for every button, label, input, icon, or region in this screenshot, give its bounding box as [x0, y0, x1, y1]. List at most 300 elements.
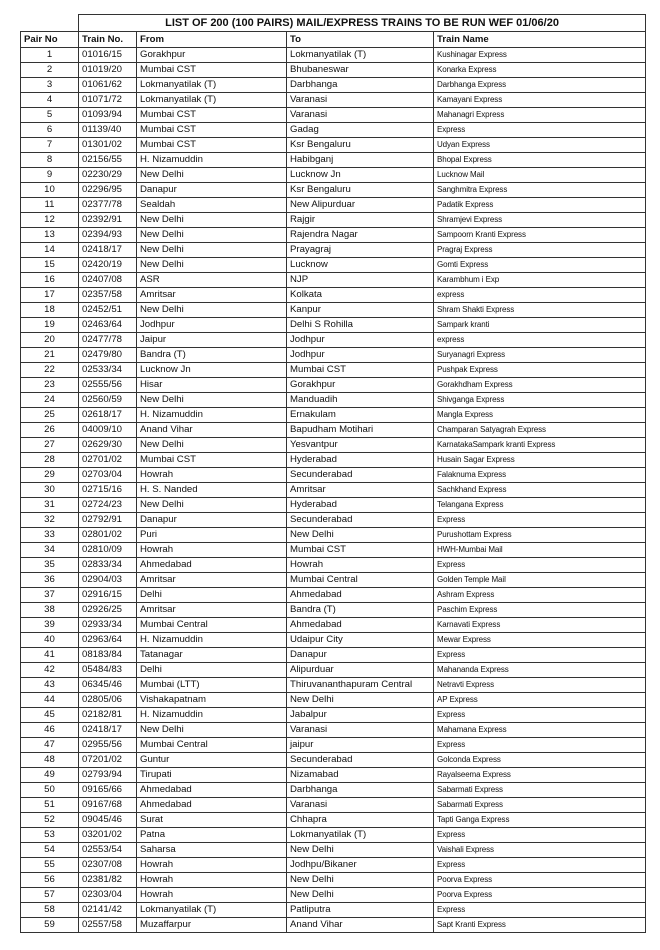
train-table	[20, 14, 646, 933]
table-row	[21, 663, 646, 678]
table-row	[21, 348, 646, 363]
table-row	[21, 618, 646, 633]
pair-no-cell: 4	[21, 93, 79, 108]
train-name-cell: Netravti Express	[434, 678, 646, 693]
pair-no-cell: 59	[21, 918, 79, 933]
to-cell: Danapur	[287, 648, 434, 663]
pair-no-cell: 22	[21, 363, 79, 378]
to-cell: Alipurduar	[287, 663, 434, 678]
to-cell: Anand Vihar	[287, 918, 434, 933]
table-row	[21, 873, 646, 888]
table-row	[21, 588, 646, 603]
pair-no-cell: 52	[21, 813, 79, 828]
header-to: To	[287, 32, 434, 48]
table-row	[21, 138, 646, 153]
train-name-cell: Champaran Satyagrah Express	[434, 423, 646, 438]
train-name-cell: Express	[434, 858, 646, 873]
pair-no-cell: 5	[21, 108, 79, 123]
train-name-cell: Express	[434, 558, 646, 573]
train-name-cell: AP Express	[434, 693, 646, 708]
to-cell: Bandra (T)	[287, 603, 434, 618]
train-name-cell: express	[434, 288, 646, 303]
pair-no-cell: 6	[21, 123, 79, 138]
train-name-cell: Pushpak Express	[434, 363, 646, 378]
train-no-cell: 02182/81	[79, 708, 137, 723]
to-cell: Ksr Bengaluru	[287, 138, 434, 153]
to-cell: Habibganj	[287, 153, 434, 168]
pair-no-cell: 7	[21, 138, 79, 153]
from-cell: Mumbai Central	[137, 618, 287, 633]
pair-no-cell: 13	[21, 228, 79, 243]
train-name-cell: Sachkhand Express	[434, 483, 646, 498]
train-name-cell: Gomti Express	[434, 258, 646, 273]
to-cell: Udaipur City	[287, 633, 434, 648]
to-cell: Chhapra	[287, 813, 434, 828]
pair-no-cell: 46	[21, 723, 79, 738]
train-name-cell: Sampoorn Kranti Express	[434, 228, 646, 243]
train-name-cell: Suryanagri Express	[434, 348, 646, 363]
train-name-cell: Sabarmati Express	[434, 798, 646, 813]
table-row	[21, 93, 646, 108]
train-no-cell: 02629/30	[79, 438, 137, 453]
train-name-cell: Tapti Ganga Express	[434, 813, 646, 828]
from-cell: Ahmedabad	[137, 798, 287, 813]
train-name-cell: Sampark kranti	[434, 318, 646, 333]
table-row	[21, 543, 646, 558]
to-cell: Amritsar	[287, 483, 434, 498]
train-no-cell: 02477/78	[79, 333, 137, 348]
train-no-cell: 02296/95	[79, 183, 137, 198]
train-name-cell: Express	[434, 708, 646, 723]
pair-no-cell: 33	[21, 528, 79, 543]
from-cell: New Delhi	[137, 258, 287, 273]
to-cell: Gorakhpur	[287, 378, 434, 393]
pair-no-cell: 56	[21, 873, 79, 888]
train-name-cell: Kushinagar Express	[434, 48, 646, 63]
pair-no-cell: 55	[21, 858, 79, 873]
from-cell: Lokmanyatilak (T)	[137, 903, 287, 918]
train-name-cell: Sanghmitra Express	[434, 183, 646, 198]
train-name-cell: Express	[434, 738, 646, 753]
pair-no-cell: 16	[21, 273, 79, 288]
train-name-cell: Pragraj Express	[434, 243, 646, 258]
from-cell: New Delhi	[137, 438, 287, 453]
from-cell: Amritsar	[137, 603, 287, 618]
pair-no-cell: 14	[21, 243, 79, 258]
train-name-cell: Purushottam Express	[434, 528, 646, 543]
train-no-cell: 02452/51	[79, 303, 137, 318]
pair-no-cell: 39	[21, 618, 79, 633]
pair-no-cell: 24	[21, 393, 79, 408]
table-row	[21, 843, 646, 858]
train-no-cell: 02793/94	[79, 768, 137, 783]
train-name-cell: Gorakhdham Express	[434, 378, 646, 393]
from-cell: Delhi	[137, 663, 287, 678]
pair-no-cell: 57	[21, 888, 79, 903]
from-cell: Mumbai Central	[137, 738, 287, 753]
table-row	[21, 63, 646, 78]
to-cell: Jodhpur	[287, 348, 434, 363]
to-cell: Jodhpur	[287, 333, 434, 348]
train-no-cell: 01071/72	[79, 93, 137, 108]
to-cell: Jodhpu/Bikaner	[287, 858, 434, 873]
to-cell: Bhubaneswar	[287, 63, 434, 78]
from-cell: Mumbai CST	[137, 123, 287, 138]
to-cell: Hyderabad	[287, 453, 434, 468]
pair-no-cell: 25	[21, 408, 79, 423]
to-cell: Lokmanyatilak (T)	[287, 48, 434, 63]
table-row	[21, 903, 646, 918]
table-row	[21, 213, 646, 228]
train-name-cell: Mangla Express	[434, 408, 646, 423]
page-title: LIST OF 200 (100 PAIRS) MAIL/EXPRESS TRAINS TO BE RUN WEF 01/06/20	[79, 15, 646, 32]
pair-no-cell: 8	[21, 153, 79, 168]
table-row	[21, 123, 646, 138]
to-cell: Mumbai Central	[287, 573, 434, 588]
train-no-cell: 02418/17	[79, 243, 137, 258]
to-cell: NJP	[287, 273, 434, 288]
to-cell: Ahmedabad	[287, 588, 434, 603]
train-name-cell: express	[434, 333, 646, 348]
to-cell: Mumbai CST	[287, 543, 434, 558]
pair-no-cell: 48	[21, 753, 79, 768]
train-no-cell: 02420/19	[79, 258, 137, 273]
train-no-cell: 02303/04	[79, 888, 137, 903]
from-cell: Jaipur	[137, 333, 287, 348]
table-row	[21, 153, 646, 168]
pair-no-cell: 43	[21, 678, 79, 693]
from-cell: Tatanagar	[137, 648, 287, 663]
to-cell: Varanasi	[287, 108, 434, 123]
train-no-cell: 02141/42	[79, 903, 137, 918]
train-name-cell: Sabarmati Express	[434, 783, 646, 798]
train-no-cell: 02394/93	[79, 228, 137, 243]
train-no-cell: 02724/23	[79, 498, 137, 513]
table-row	[21, 753, 646, 768]
header-train-no: Train No.	[79, 32, 137, 48]
pair-no-cell: 37	[21, 588, 79, 603]
from-cell: Amritsar	[137, 573, 287, 588]
from-cell: New Delhi	[137, 168, 287, 183]
train-no-cell: 02926/25	[79, 603, 137, 618]
train-no-cell: 05484/83	[79, 663, 137, 678]
pair-no-cell: 20	[21, 333, 79, 348]
pair-no-cell: 9	[21, 168, 79, 183]
header-train-name: Train Name	[434, 32, 646, 48]
train-name-cell: Golden Temple Mail	[434, 573, 646, 588]
pair-no-cell: 58	[21, 903, 79, 918]
from-cell: Ahmedabad	[137, 783, 287, 798]
to-cell: Ksr Bengaluru	[287, 183, 434, 198]
to-cell: Mumbai CST	[287, 363, 434, 378]
train-no-cell: 09165/66	[79, 783, 137, 798]
table-row	[21, 528, 646, 543]
table-row	[21, 513, 646, 528]
pair-no-cell: 50	[21, 783, 79, 798]
pair-no-cell: 28	[21, 453, 79, 468]
from-cell: H. Nizamuddin	[137, 408, 287, 423]
pair-no-cell: 38	[21, 603, 79, 618]
from-cell: Mumbai CST	[137, 138, 287, 153]
train-name-cell: Falaknuma Express	[434, 468, 646, 483]
table-row	[21, 648, 646, 663]
from-cell: New Delhi	[137, 243, 287, 258]
train-name-cell: Kamayani Express	[434, 93, 646, 108]
train-no-cell: 02963/64	[79, 633, 137, 648]
to-cell: Kanpur	[287, 303, 434, 318]
from-cell: Mumbai (LTT)	[137, 678, 287, 693]
train-no-cell: 02618/17	[79, 408, 137, 423]
to-cell: Varanasi	[287, 723, 434, 738]
to-cell: Rajendra Nagar	[287, 228, 434, 243]
to-cell: New Delhi	[287, 528, 434, 543]
train-name-cell: Express	[434, 123, 646, 138]
table-row	[21, 633, 646, 648]
train-name-cell: Karnavati Express	[434, 618, 646, 633]
pair-no-cell: 47	[21, 738, 79, 753]
to-cell: New Delhi	[287, 888, 434, 903]
to-cell: Yesvantpur	[287, 438, 434, 453]
train-name-cell: Vaishali Express	[434, 843, 646, 858]
to-cell: Kolkata	[287, 288, 434, 303]
from-cell: Gorakhpur	[137, 48, 287, 63]
to-cell: Prayagraj	[287, 243, 434, 258]
train-no-cell: 02904/03	[79, 573, 137, 588]
table-row	[21, 423, 646, 438]
train-no-cell: 01139/40	[79, 123, 137, 138]
train-name-cell: Mahananda Express	[434, 663, 646, 678]
train-no-cell: 02805/06	[79, 693, 137, 708]
table-row	[21, 258, 646, 273]
train-no-cell: 02810/09	[79, 543, 137, 558]
table-row	[21, 318, 646, 333]
train-no-cell: 01301/02	[79, 138, 137, 153]
train-no-cell: 02701/02	[79, 453, 137, 468]
train-name-cell: Express	[434, 903, 646, 918]
train-name-cell: Golconda Express	[434, 753, 646, 768]
pair-no-cell: 53	[21, 828, 79, 843]
table-row	[21, 468, 646, 483]
train-no-cell: 07201/02	[79, 753, 137, 768]
pair-no-cell: 19	[21, 318, 79, 333]
pair-no-cell: 41	[21, 648, 79, 663]
train-no-cell: 02156/55	[79, 153, 137, 168]
table-row	[21, 813, 646, 828]
pair-no-cell: 51	[21, 798, 79, 813]
train-name-cell: Poorva Express	[434, 873, 646, 888]
pair-no-cell: 42	[21, 663, 79, 678]
from-cell: Howrah	[137, 873, 287, 888]
train-no-cell: 02916/15	[79, 588, 137, 603]
from-cell: Bandra (T)	[137, 348, 287, 363]
train-name-cell: Express	[434, 828, 646, 843]
table-row	[21, 603, 646, 618]
from-cell: Lokmanyatilak (T)	[137, 78, 287, 93]
train-name-cell: Udyan Express	[434, 138, 646, 153]
pair-no-cell: 30	[21, 483, 79, 498]
train-name-cell: Mahanagri Express	[434, 108, 646, 123]
table-row	[21, 678, 646, 693]
pair-no-cell: 18	[21, 303, 79, 318]
to-cell: New Delhi	[287, 843, 434, 858]
from-cell: Danapur	[137, 183, 287, 198]
train-no-cell: 02933/34	[79, 618, 137, 633]
train-no-cell: 03201/02	[79, 828, 137, 843]
from-cell: Surat	[137, 813, 287, 828]
table-row	[21, 393, 646, 408]
train-no-cell: 02377/78	[79, 198, 137, 213]
from-cell: Danapur	[137, 513, 287, 528]
train-name-cell: Sapt Kranti Express	[434, 918, 646, 933]
table-row	[21, 438, 646, 453]
to-cell: Lokmanyatilak (T)	[287, 828, 434, 843]
train-name-cell: Mewar Express	[434, 633, 646, 648]
table-row	[21, 363, 646, 378]
pair-no-cell: 11	[21, 198, 79, 213]
train-name-cell: Rayalseema Express	[434, 768, 646, 783]
train-no-cell: 02715/16	[79, 483, 137, 498]
train-no-cell: 02392/91	[79, 213, 137, 228]
from-cell: New Delhi	[137, 393, 287, 408]
table-row	[21, 78, 646, 93]
to-cell: Secunderabad	[287, 468, 434, 483]
from-cell: Patna	[137, 828, 287, 843]
train-name-cell: Poorva Express	[434, 888, 646, 903]
pair-no-cell: 2	[21, 63, 79, 78]
to-cell: Lucknow	[287, 258, 434, 273]
from-cell: Lucknow Jn	[137, 363, 287, 378]
train-no-cell: 02703/04	[79, 468, 137, 483]
to-cell: Thiruvananthapuram Central	[287, 678, 434, 693]
table-row	[21, 558, 646, 573]
from-cell: Mumbai CST	[137, 108, 287, 123]
pair-no-cell: 40	[21, 633, 79, 648]
table-row	[21, 918, 646, 933]
pair-no-cell: 26	[21, 423, 79, 438]
from-cell: New Delhi	[137, 723, 287, 738]
train-name-cell: Lucknow Mail	[434, 168, 646, 183]
from-cell: Jodhpur	[137, 318, 287, 333]
table-body	[21, 48, 646, 933]
pair-no-cell: 23	[21, 378, 79, 393]
to-cell: jaipur	[287, 738, 434, 753]
pair-no-cell: 36	[21, 573, 79, 588]
from-cell: Howrah	[137, 888, 287, 903]
train-list-sheet	[20, 14, 645, 933]
pair-no-cell: 49	[21, 768, 79, 783]
train-no-cell: 02560/59	[79, 393, 137, 408]
pair-no-cell: 3	[21, 78, 79, 93]
pair-no-cell: 35	[21, 558, 79, 573]
to-cell: New Delhi	[287, 873, 434, 888]
to-cell: Darbhanga	[287, 78, 434, 93]
table-row	[21, 708, 646, 723]
from-cell: Mumbai CST	[137, 63, 287, 78]
train-no-cell: 02792/91	[79, 513, 137, 528]
train-name-cell: Husain Sagar Express	[434, 453, 646, 468]
table-row	[21, 333, 646, 348]
train-name-cell: Mahamana Express	[434, 723, 646, 738]
train-name-cell: Express	[434, 648, 646, 663]
table-row	[21, 723, 646, 738]
train-name-cell: Express	[434, 513, 646, 528]
train-no-cell: 02955/56	[79, 738, 137, 753]
table-row	[21, 303, 646, 318]
from-cell: Howrah	[137, 468, 287, 483]
pair-no-cell: 45	[21, 708, 79, 723]
header-pair-no: Pair No	[21, 32, 79, 48]
train-name-cell: Telangana Express	[434, 498, 646, 513]
from-cell: Hisar	[137, 378, 287, 393]
train-name-cell: Konarka Express	[434, 63, 646, 78]
pair-no-cell: 44	[21, 693, 79, 708]
from-cell: Puri	[137, 528, 287, 543]
pair-no-cell: 27	[21, 438, 79, 453]
table-row	[21, 768, 646, 783]
pair-no-cell: 17	[21, 288, 79, 303]
train-name-cell: Bhopal Express	[434, 153, 646, 168]
from-cell: Ahmedabad	[137, 558, 287, 573]
table-row	[21, 498, 646, 513]
table-row	[21, 288, 646, 303]
train-name-cell: KarnatakaSampark kranti Express	[434, 438, 646, 453]
table-row	[21, 798, 646, 813]
table-row	[21, 783, 646, 798]
to-cell: New Delhi	[287, 693, 434, 708]
to-cell: New Alipurduar	[287, 198, 434, 213]
train-no-cell: 01061/62	[79, 78, 137, 93]
train-name-cell: Ashram Express	[434, 588, 646, 603]
table-row	[21, 48, 646, 63]
pair-no-cell: 54	[21, 843, 79, 858]
train-name-cell: Shram Shakti Express	[434, 303, 646, 318]
table-row	[21, 483, 646, 498]
train-no-cell: 02557/58	[79, 918, 137, 933]
header-row	[21, 32, 646, 48]
to-cell: Howrah	[287, 558, 434, 573]
train-no-cell: 06345/46	[79, 678, 137, 693]
pair-no-cell: 1	[21, 48, 79, 63]
train-no-cell: 02463/64	[79, 318, 137, 333]
to-cell: Ahmedabad	[287, 618, 434, 633]
train-name-cell: Shivganga Express	[434, 393, 646, 408]
train-no-cell: 02833/34	[79, 558, 137, 573]
to-cell: Patliputra	[287, 903, 434, 918]
pair-no-cell: 15	[21, 258, 79, 273]
pair-no-cell: 21	[21, 348, 79, 363]
from-cell: Saharsa	[137, 843, 287, 858]
train-name-cell: Darbhanga Express	[434, 78, 646, 93]
to-cell: Gadag	[287, 123, 434, 138]
train-name-cell: Padatik Express	[434, 198, 646, 213]
table-row	[21, 738, 646, 753]
train-no-cell: 02230/29	[79, 168, 137, 183]
train-no-cell: 09167/68	[79, 798, 137, 813]
to-cell: Varanasi	[287, 798, 434, 813]
from-cell: New Delhi	[137, 498, 287, 513]
from-cell: Delhi	[137, 588, 287, 603]
table-row	[21, 243, 646, 258]
train-no-cell: 02533/34	[79, 363, 137, 378]
train-name-cell: Shramjevi Express	[434, 213, 646, 228]
train-no-cell: 08183/84	[79, 648, 137, 663]
train-no-cell: 02381/82	[79, 873, 137, 888]
train-no-cell: 02553/54	[79, 843, 137, 858]
table-row	[21, 228, 646, 243]
from-cell: Mumbai CST	[137, 453, 287, 468]
train-no-cell: 04009/10	[79, 423, 137, 438]
train-no-cell: 02555/56	[79, 378, 137, 393]
